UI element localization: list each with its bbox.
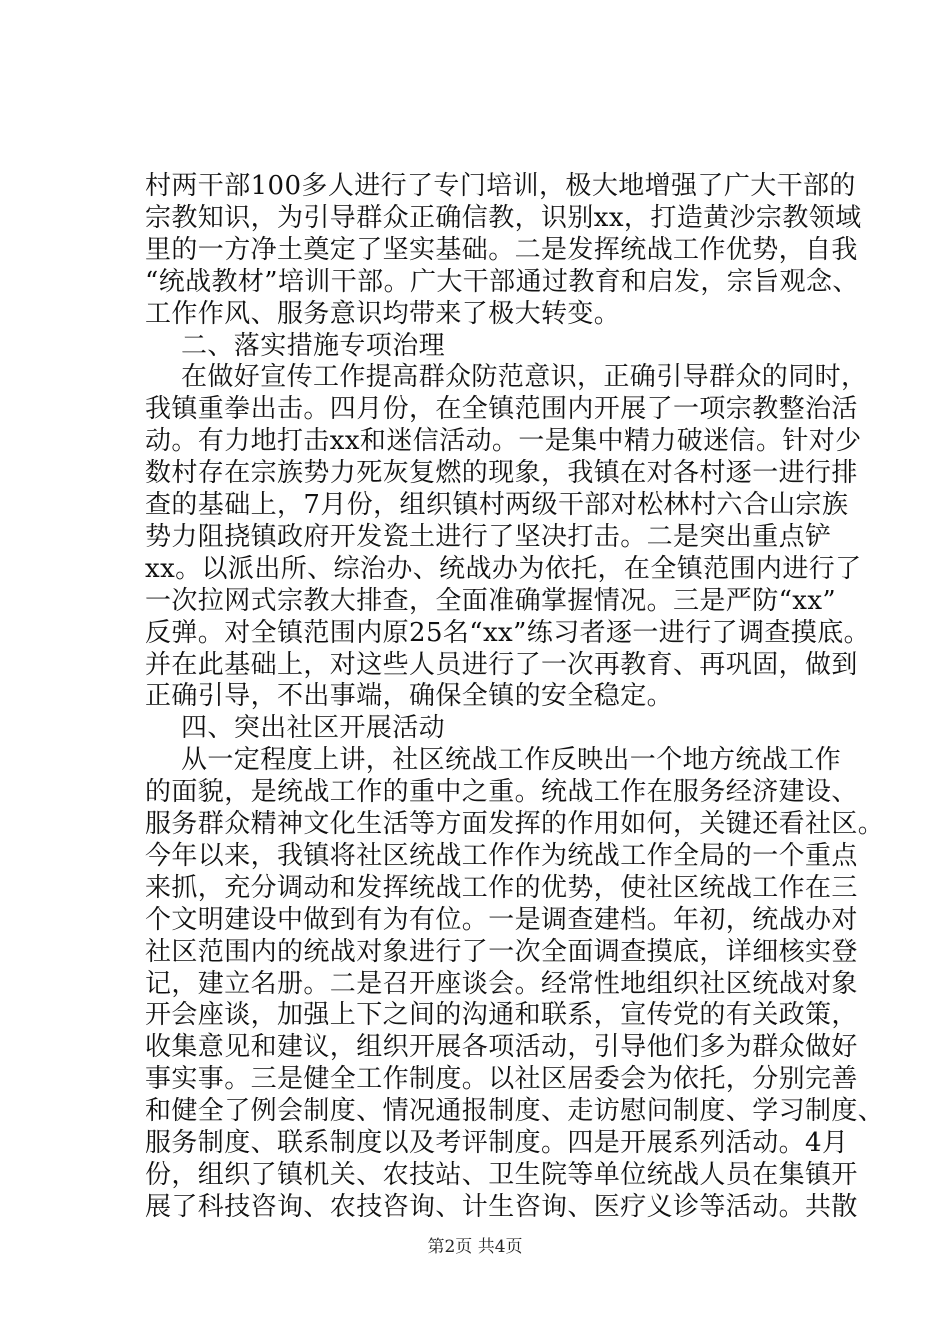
text-line: 服务制度、联系制度以及考评制度。四是开展系列活动。4月 <box>145 1128 849 1158</box>
text-line: 数村存在宗族势力死灰复燃的现象，我镇在对各村逐一进行排 <box>145 458 858 488</box>
text-line: 反弹。对全镇范围内原25名“xx”练习者逐一进行了调查摸底。 <box>145 618 870 648</box>
text-line: 势力阻挠镇政府开发瓷土进行了坚决打击。二是突出重点铲 <box>145 522 832 552</box>
text-line: “统战教材”培训干部。广大干部通过教育和启发，宗旨观念、 <box>145 267 859 297</box>
page-footer: 第2页 共4页 <box>427 1237 523 1257</box>
text-line: 我镇重拳出击。四月份，在全镇范围内开展了一项宗教整治活 <box>145 394 858 424</box>
text-line: 里的一方净土奠定了坚实基础。二是发挥统战工作优势，自我 <box>145 235 858 265</box>
text-line: 服务群众精神文化生活等方面发挥的作用如何，关键还看社区。 <box>145 809 885 839</box>
text-line: 份，组织了镇机关、农技站、卫生院等单位统战人员在集镇开 <box>145 1160 858 1190</box>
text-line: 和健全了例会制度、情况通报制度、走访慰问制度、学习制度、 <box>145 1096 885 1126</box>
section-heading: 二、落实措施专项治理 <box>181 331 446 361</box>
text-line: 展了科技咨询、农技咨询、计生咨询、医疗义诊等活动。共散 <box>145 1192 858 1222</box>
text-line: 工作作风、服务意识均带来了极大转变。 <box>145 299 621 329</box>
text-line: 个文明建设中做到有为有位。一是调查建档。年初，统战办对 <box>145 905 858 935</box>
text-line: 的面貌，是统战工作的重中之重。统战工作在服务经济建设、 <box>145 777 858 807</box>
text-line: 村两干部100多人进行了专门培训，极大地增强了广大干部的 <box>145 171 856 201</box>
text-line: 宗教知识，为引导群众正确信教，识别xx，打造黄沙宗教领域 <box>145 203 862 233</box>
text-line: xx。以派出所、综治办、统战办为依托，在全镇范围内进行了 <box>145 554 862 584</box>
text-line: 一次拉网式宗教大排查，全面准确掌握情况。三是严防“xx” <box>145 586 837 616</box>
text-line: 事实事。三是健全工作制度。以社区居委会为依托，分别完善 <box>145 1064 858 1094</box>
text-line: 收集意见和建议，组织开展各项活动，引导他们多为群众做好 <box>145 1032 858 1062</box>
text-line: 开会座谈，加强上下之间的沟通和联系，宣传党的有关政策， <box>145 1000 858 1030</box>
text-line: 记，建立名册。二是召开座谈会。经常性地组织社区统战对象 <box>145 969 858 999</box>
text-line: 来抓，充分调动和发挥统战工作的优势，使社区统战工作在三 <box>145 873 858 903</box>
text-line: 查的基础上，7月份，组织镇村两级干部对松林村六合山宗族 <box>145 490 849 520</box>
paragraph-first-line: 在做好宣传工作提高群众防范意识，正确引导群众的同时， <box>181 362 868 392</box>
paragraph-first-line: 从一定程度上讲，社区统战工作反映出一个地方统战工作 <box>181 745 842 775</box>
text-line: 今年以来，我镇将社区统战工作作为统战工作全局的一个重点 <box>145 841 858 871</box>
text-line: 动。有力地打击xx和迷信活动。一是集中精力破迷信。针对少 <box>145 426 862 456</box>
text-line: 正确引导，不出事端，确保全镇的安全稳定。 <box>145 681 674 711</box>
text-line: 并在此基础上，对这些人员进行了一次再教育、再巩固，做到 <box>145 650 858 680</box>
section-heading: 四、突出社区开展活动 <box>181 713 446 743</box>
text-line: 社区范围内的统战对象进行了一次全面调查摸底，详细核实登 <box>145 937 858 967</box>
